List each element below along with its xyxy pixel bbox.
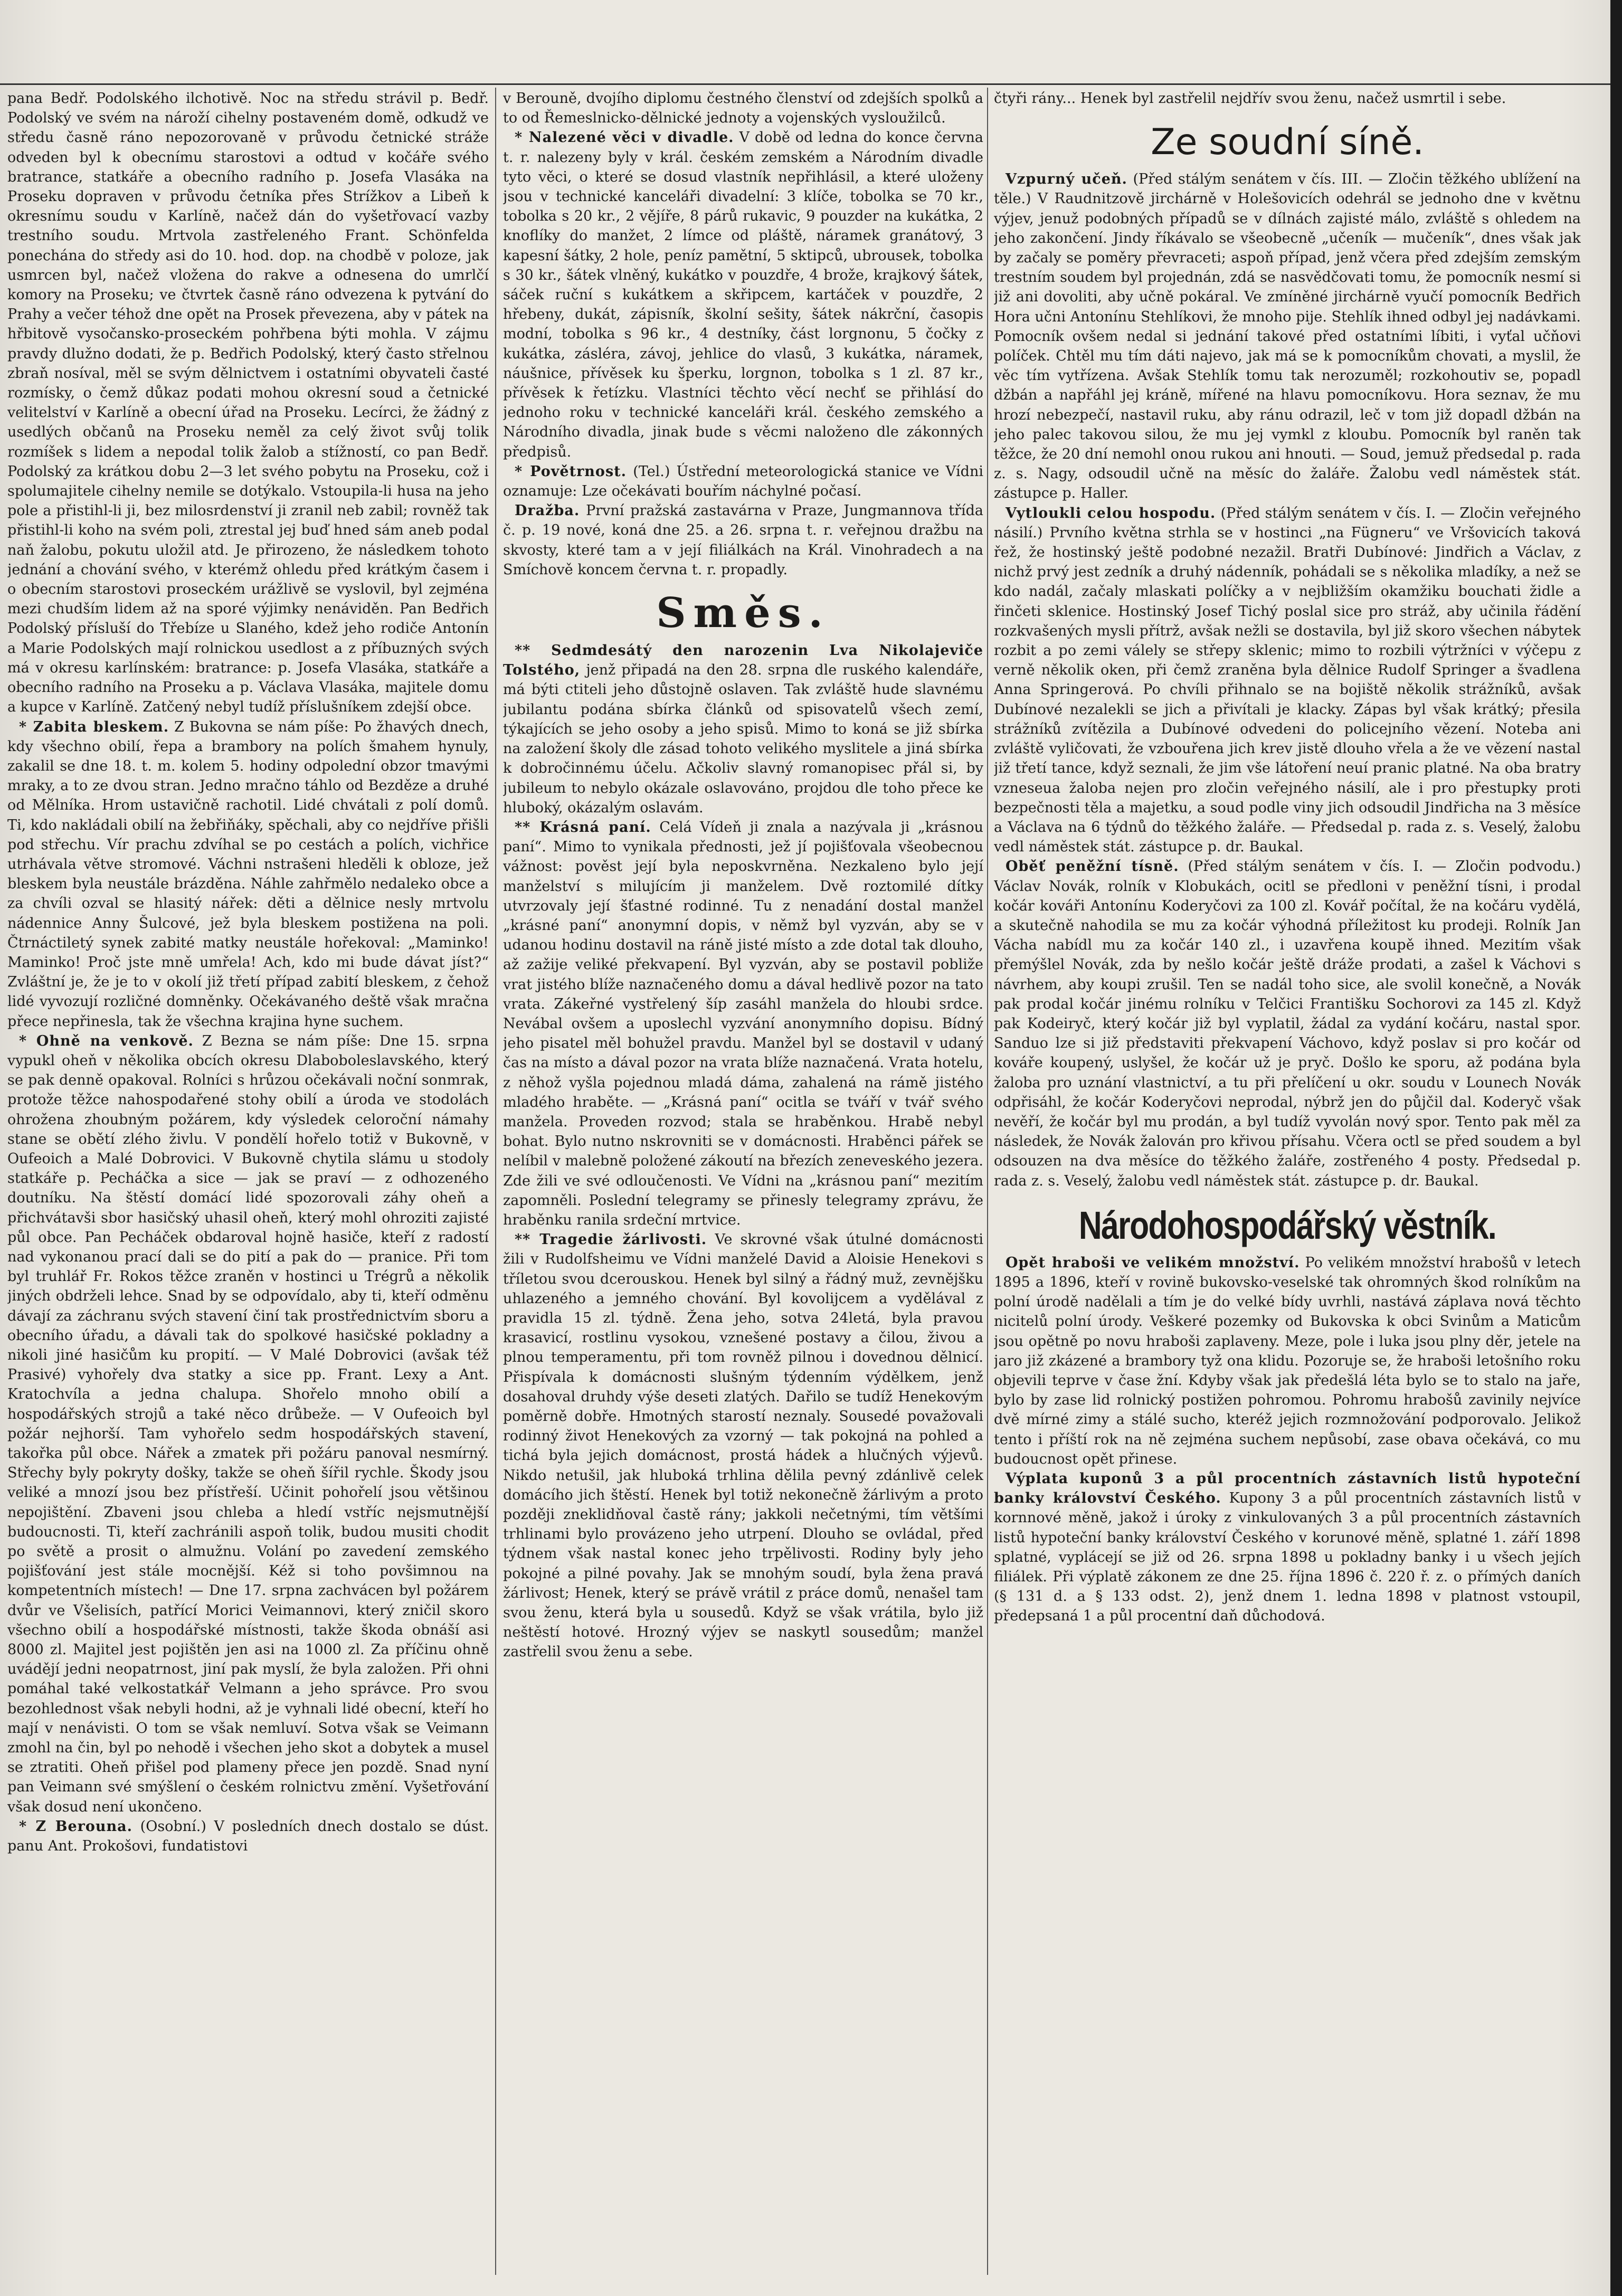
article-text: Po velikém množství hrabošů v letech 1895 a 1896, kteří v rovině bukovsko-veselské tak ohromných škod rolníkům na polní úrodě nadělali a tím je do velké bídy uvrhli, nastává záplava nová těchto nicitelů polní úrody. Veškeré pozemky od Bukovska k obci Svinům a Maticům jsou opětně po novu hraboši zaplaveny. Meze, pole i luka jsou plny děr, jetele na jaro již zkázené a brambory tyž ona klidu. Pozoruje se, že hraboši letošního roku objevili teprve v čase žní. Kdyby však jak předešlá léta bylo se to stalo na jaře, bylo by zase lid rolnický postižen pohromou. Pohromu hrabošů zavinily nejvíce dvě mírné zimy a stálé sucho, kteréž jejich rozmnožování podporovalo. Jelikož tento i příští rok na ně zejména suchem nepůsobí, zase obava očekává, co mu budoucnost opět přinese. [994,1254,1581,1467]
article-paragraph [503,1230,983,1662]
article-heading: ** Krásná paní. [515,819,651,836]
article-paragraph [503,818,983,1230]
article-paragraph [503,501,983,580]
article-heading: ** Tragedie žárlivosti. [515,1231,707,1248]
article-paragraph [7,1031,489,1817]
top-rule [0,83,1622,85]
article-heading: * Nalezené věci v divadle. [515,129,734,146]
article-paragraph [994,857,1581,1190]
article-text: První pražská zastavárna v Praze, Jungmannova třída č. p. 19 nové, koná dne 25. a 26. srpna t. r. veřejnou dražbu na skvosty, které tam a v její filiálkách na Král. Vinohradech a na Smíchově koncem června t. r. propadly. [503,502,983,578]
article-heading: Oběť peněžní tísně. [1006,858,1179,875]
section-heading: Ze soudní síně. [1151,121,1424,164]
article-text: (Osobní.) V posledních dnech dostalo se dúst. panu Ant. Prokošovi, fundatistovi [7,1818,489,1855]
article-paragraph [994,504,1581,857]
article-text: (Před stálým senátem v čís. I. — Zločin veřejného násilí.) Prvního května strhla se v hostinci „na Fügneru“ ve Vršovicích taková řež, že hostinský ještě podobné nezažil. Bratři Dubínové: Jindřich a Václav, z nichž prvý jest zedník a druhý nádenník, pohádali se s několika mladíky, a než se kdo nadál, začaly mlaskati políčky a v nejbližším okamžiku bouchati židle a řinčeti sklenice. Hostinský Josef Tichý poslal sice pro stráž, aby učinila řádění rozkvašených mysli přítrž, avšak nežli se dostavila, byl již skoro všechen nábytek rozbit a po zemi válely se střepy sklenic; mimo to rozbili výtržníci v výčepu z verně několik oken, při čemž zraněna byla dělnice Rudolf Springer a švadlena Anna Springerová. Po chvíli přihnalo se na bojiště několik strážníků, avšak Dubínové nezalekli se jich a přivítali je klacky. Zápas byl však krátký; přesila strážníků zvítězila a Dubínové odvedeni do policejního vězení. Noteba ani zvláště vyličovati, že vzbouřena jich krev jistě dlouho vřela a že ve vězení nastal již třetí tance, když seznali, že jim vše látoření neuí pranic platné. Na oba bratry vzneseua žaloba nejen pro zločin veřejného násilí, ale i pro přestupky proti bezpečnosti těla a majetku, a soud podle viny jich odsoudil Jindřicha na 3 měsíce a Václava na 6 týdnů do těžkého žaláře. — Předsedal p. rada z. s. Veselý, žalobu vedl náměstek stát. zástupce p. dr. Baukal. [994,505,1581,856]
article-paragraph [503,641,983,818]
article-heading: * Ohně na venkově. [19,1032,194,1049]
article-heading: Vytloukli celou hospodu. [1006,505,1216,521]
article-paragraph [7,1817,489,1856]
column-divider [495,88,496,2275]
article-text: (Tel.) Ústřední meteorologická stanice ve Vídni oznamuje: Lze očekávati bouřím náchylné počasí. [503,463,983,500]
article-paragraph [503,462,983,501]
article-text: Celá Vídeň ji znala a nazývala ji „krásnou paní“. Mimo to vynikala přednosti, jež jí pojišťovala všeobecnou vážnost: pověst její byla neposkvrněna. Nezkaleno bylo její manželství s milujícím ji manželem. Dvě roztomilé dítky utvrzovaly její šťastné rodinné. Tu z nenadání dostal manžel „krásné paní“ anonymní dopis, v němž byl vyzván, aby se v udanou hodinu dostavil na ráně jisté místo a zde dotal tak dlouho, až zažije veliké překvapení. Byl vyzván, aby se postavil pobliže vrat jistého blíže naznačeného domu a dával hedlivě pozor na tato vrata. Zákeřné vystřelený šíp zasáhl manžela do hloubi srdce. Nevábal ovšem a uposlechl vyzvání anonymního dopisu. Bídný jeho pisatel měl bohužel pravdu. Manžel byl se dostavil v udaný čas na místo a dával pozor na vrata blíže naznačená. Vrata hotelu, z něhož vyšla pojednou mladá dáma, zahalená na rámě jistého mladého hraběte. — „Krásná paní“ ocitla se tváří v tvář svého manžela. Proveden rozvod; stala se hraběnkou. Hrabě nebyl bohat. Bylo nutno nskrovniti se v domácnosti. Hraběnci pářek se nelíbil v malebně položené zákoutí na březích zeneveského jezera. Zde žili ve své odloučenosti. Ve Vídni na „krásnou paní“ mezitím zapomněli. Poslední telegramy se přinesly telegramy zprávu, že hraběnku ranila srdeční mrtvice. [503,819,983,1228]
article-paragraph [503,128,983,461]
article-text: pana Bedř. Podolského ilchotivě. Noc na středu strávil p. Bedř. Podolský ve svém na nároží cihelny postaveném domě, odkudž ve středu časně ráno nepozorovaně v průvodu četnické stráže odveden byl k obecnímu starostovi a odtud v kočáře svého bratrance, statkáře a obecního radního p. Josefa Vlasáka na Proseku dopraven v průvodu četníka přes Strížkov a Libeň k okresnímu soudu v Karlíně, načež dán do vyšetřovací vazby trestního soudu. Mrtvola zastřeleného Frant. Schönfelda ponechána do středy asi do 10. hod. dop. na chodbě v poloze, jak usmrcen byl, načež vložena do rakve a odnesena do umrlčí komory na Proseku; ve čtvrtek časně ráno odvezena k pytvání do Prahy a večer téhož dne opět na Prosek převezena, aby v pátek na hřbitově vysočansko-proseckém pohřbena býti mohla. V zájmu pravdy dlužno dodati, že p. Bedřich Podolský, který často střelnou zbraň nosíval, měl se svým dělnictvem i ostatními obyvateli časté rozmísky, o čemž důkaz podati mohou okresní soud a četnické velitelství v Karlíně a obecní úřad na Proseku. Lecírci, že žádný z usedlých občanů na Proseku neměl za celý život svůj tolik rozmíšek s lidem a nepodal tolik žalob a stížností, co pan Bedř. Podolský za krátkou dobu 2—3 let svého pobytu na Proseku, což i spolumajitele cihelny nemile se dotýkalo. Vstoupila-li husa na jeho pole a přistihl-li ji, bez milosrdenství ji zranil neb zabil; rovněž tak přistihl-li koho na svém poli, ztrestal jej buď hned sám aneb podal naň žalobu, pokutu uložil atd. Je přirozeno, že následkem tohoto jednání a chování svého, v kterémž ohledu před krátkým časem i o obecním starostovi proseckém urážlivě se vyslovil, byl zejména mezi chudším lidem až na sporé výjimky nenáviděn. Pan Bedřich Podolský přísluší do Třebíze u Slaného, kdež jeho rodiče Antonín a Marie Podolských mají rolnickou usedlost a z příbuzných svých má v okresu karlínském: bratrance: p. Josefa Vlasáka, statkáře a obecního radního na Proseku a p. Václava Vlasáka, majitele domu a kupce v Karlíně. Zatčený nebyl tudíž příslušníkem zdejší obce. [7,90,489,716]
article-paragraph [7,89,489,717]
article-text: jenž připadá na den 28. srpna dle ruského kalendáře, má býti ctiteli jeho důstojně oslaven. Tak zvláště hude slavnému jubilantu podána sbírka článků od spisovatelů všech zemí, týkajících se jeho osoby a jeho spisů. Mimo to koná se již sbírka na založení školy dle zásad tohoto velikého myslitele a jiná sbírka k dobročinnému účelu. Ačkoliv slavný romanopisec přál si, by jubileum to nebylo okázale oslavováno, projdou dle toho přece ke hluboký, okázalým oslavám. [503,662,983,816]
article-heading: Výplata kuponů 3 a půl procentních zástavních listů hypoteční banky království Českého. [994,1470,1581,1507]
article-paragraph [503,89,983,128]
article-paragraph [994,1253,1581,1469]
article-paragraph [994,169,1581,503]
article-heading: Dražba. [515,502,580,519]
column-3 [994,89,1581,2275]
section-heading: Směs. [656,589,830,638]
article-heading: * Povětrnost. [515,463,627,480]
article-text: (Před stálým senátem v čís. III. — Zločin těžkého ublížení na těle.) V Raudnitzově jirchárně v Holešovicích odehrál se jednoho dne v květnu výjev, jenuž podobných případů se v dílnách zajisté málo, zvláště s ohledem na jeho zakončení. Jindy říkávalo se všeobecně „učeník — mučeník“, dnes však jak by začaly se poměry převraceti; aspoň případ, jenž včera před zdejším zemským trestním soudem byl projednán, zdá se nasvědčovati tomu, že pomocník nesmí si již ani dovoliti, aby učně pokáral. Ve zmíněné jirchárně vyučí pomocník Bedřich Hora učni Antonínu Stehlíkovi, že mnoho pije. Stehlík ihned odbyl jej nadávkami. Pomocník ovšem nedal si jednání takové před ostatními líbiti, i vyťal učňovi políček. Chtěl mu tím dáti najevo, jak má se k pomocníkům chovati, a myslil, že věc tím vytřízena. Avšak Stehlík tomu tak nerozuměl; rozkohoutiv se, popadl džbán a napřáhl jej kráně, mířené na hlavu pomocníkovu. Hora seznav, že mu hrozí nebezpečí, nastavil ruku, aby ránu odrazil, leč v tom již dopadl džbán na jeho palec takovou silou, že mu jej vymkl z kloubu. Pomocník byl raněn tak těžce, že 20 dní nemohl onou rukou ani hnouti. — Soud, jemuž předsedal p. rada z. s. Nagy, odsoudil učně na měsíc do žaláře. Žalobu vedl náměstek stát. zástupce p. Haller. [994,171,1581,502]
column-2 [503,89,983,2275]
article-heading: Opět hraboši ve velikém množství. [1006,1254,1300,1271]
column-1 [7,89,489,2275]
article-heading: * Z Berouna. [19,1818,133,1835]
article-heading: Vzpurný učeň. [1006,171,1127,188]
article-paragraph [7,717,489,1031]
article-heading: * Zabita bleskem. [19,718,169,735]
article-text: Z Bukovna se nám píše: Po žhavých dnech, kdy všechno obilí, řepa a brambory na polích šmahem hynuly, zakalil se dne 18. t. m. kolem 5. hodiny odpolední obzor tmavými mraky, a to ze dvou stran. Jedno mračno táhlo od Bezděze a druhé od Mělníka. Hrom ustavičně rachotil. Lidé chvátali z polí domů. Ti, kdo nakládali obilí na žebřiňáky, spěchali, aby co nejdříve přišli pod střechu. Vír prachu zdvíhal se po cestách a polích, vichřice utrhávala větve stromové. Váchni nstrašeni hleděli k obloze, jež bleskem byla neustále brázděna. Náhle zahřmělo nedaleko obce a za chvíli ozval se hlasitý nářek: děti a dělnice nesly mrtvolu nádennice Anny Šulcové, jež byla bleskem postižena na poli. Čtrnáctiletý synek zabité matky neustále hořekoval: „Maminko! Maminko! Proč jste mně umřela! Ach, kdo mi bude dávat jíst?“ Zvláštní je, že je to v okolí již třetí případ zabití bleskem, z čehož lidé vyvozují rozličné domněnky. Očekávaného deště však mračna přece nepřinesla, tak že všechna krajina hyne suchem. [7,718,489,1030]
article-text: Z Bezna se nám píše: Dne 15. srpna vypukl oheň v několika obcích okresu Dlaboboleslavského, který se pak denně opakoval. Rolníci s hrůzou očekávali noční sonmrak, protože těžce nahospodařené stohy obilí a úroda ve stodolách ohrožena zhoubným požárem, kdy výsledek celoroční námahy stane se obětí zlého živlu. V pondělí hořelo totiž v Bukovně, v Oufeoich a Malé Dobrovici. V Bukovně chytila slámu u stodoly statkáře p. Pecháčka a sice — jak se praví — z odhozeného doutníku. Na štěstí domácí lidé spozorovali záhy oheň a přichvátavši sbor hasičský uhasil oheň, který mohl ohroziti zajisté půl obce. Pan Pecháček obdaroval hojně hasiče, kteří z radostí nad vykonanou prací dali se do pití a pak do — pranice. Při tom byl truhlář Fr. Rokos těžce zraněn v hostinci u Trégrů a několik jiných obdrželi lehce. Snad by se odpovídalo, aby ti, kteří odměnu dávají za záchranu svých stavení činí tak prostřednictvím sboru a obecního úřadu, a dávali tak do spolkové hasičské pokladny a nikoli jiné hasičům ku propití. — V Malé Dobrovici (avšak též Prasivé) vyhořely dva statky a sice pp. Frant. Lexy a Ant. Kratochvíla a jedna chalupa. Shořelo mnoho obilí a hospodářských strojů a také něco drůbeže. — V Oufeoich byl požár nejhorší. Tam vyhořelo sedm hospodářských stavení, takořka půl obce. Nářek a zmatek při požáru panoval nesmírný. Střechy byly pokryty došky, takže se oheň šířil rychle. Škody jsou veliké a mnozí jsou bez přístřeší. Učinit pohořelí jsou většinou nepojištění. Zbaveni jsou chleba a hledí vstříc nejsmutnější budoucnosti. Ti, kteří zachránili aspoň tolik, budou musiti chodit po světě a prosit o almužnu. Volání po zavedení zemského pojišťování jest stále mocnější. Kéž si toho povšimnou na kompetentních místech! — Dne 17. srpna zachvácen byl požárem dvůr ve Všelisích, patřící Morici Veimannovi, který zničil skoro všechno obilí a hospodářské místnosti, takže škoda obnáší asi 8000 zl. Majitel jest pojištěn jen asi na 1000 zl. Za příčinu ohně uvádějí jedni neopatrnost, jiní pak myslí, že byla založen. Při ohni pomáhal také velkostatkář Velmann a jeho správce. Pro svou bezohlednost však nebyli hodni, až je vyhnali lidé obecní, kteří ho mají v nenávisti. O tom se však nemluví. Sotva však se Veimann zmohl na čin, byl po nehodě i všechen jeho skot a dobytek a musel se ztratiti. Oheň přišel pod plameny přece jen pozdě. Snad nyní pan Veimann své smýšlení o českém rolnictvu změní. Vyšetřování však dosud není ukončeno. [7,1032,489,1815]
scan-edge [1610,0,1622,2296]
article-heading: ** Sedmdesátý den narozenin Lva Nikolajeviče Tolstého, [503,642,983,679]
article-text: Ve skrovné však útulné domácnosti žili v Rudolfsheimu ve Vídni manželé David a Aloisie Henekovi s tříletou svou dcerouskou. Henek byl silný a řádný muž, zevnějšku uhlazeného a jemného chování. Byl kovolijcem a vydělával z pravidla 15 zl. týdně. Žena jeho, sotva 24letá, byla pravou krasavicí, rostlinu vysokou, vznešené postavy a čilou, živou a plnou temperamentu, při tom rovněž pilnou i dovednou dělnicí. Přispívala k domácnosti slušným týdenním výdělkem, jenž dosahoval druhdy výše deseti zlatých. Dařilo se tudíž Henekovým poměrně dobře. Hmotných starostí neznaly. Sousedé považovali rodinný život Henekových za vzorný — tak pokojná na pohled a tichá byla jejich domácnost, prostá hádek a hlučných výjevů. Nikdo netušil, jak hluboká trhlina dělila pevný zdánlivě celek domácího jich štěstí. Henek byl totiž nekonečně žárlivým a proto později zneklidňoval častě rány; jakkoli nečetnými, tím většími trhlinami bylo provázeno jeho utrpení. Dlouho se ovládal, před týdnem však nastal konec jeho trpělivosti. Rodiny byly jeho pokojné a pilné povahy. Jak se mnohým soudí, byla žena pravá žárlivost; Henek, který se právě vrátil z práce domů, nenašel tam svou ženu, která byla u sousedů. Když se však vrátila, bylo již neštěstí hotové. Hrozný výjev se naskytl sousedům; manžel zastřelil svou ženu a sebe. [503,1231,983,1661]
section-heading: Národohospodářský věstník. [1078,1203,1496,1247]
article-text: (Před stálým senátem v čís. I. — Zločin podvodu.) Václav Novák, rolník v Klobukách, ocitl se předloni v peněžní tísni, i prodal kočár kováři Antonínu Koderyčovi za 100 zl. Kovář počítal, že na kočáru vydělá, a skutečně nahodila se mu za kočár výhodná příležitost ku prodeji. Rolník Jan Vácha nabídl mu za kočár 140 zl., i uzavřena koupě ihned. Mezitím však přemýšlel Novák, zda by nešlo kočár ještě dráže prodati, a zašel k Váchovi s návrhem, aby koupi zrušil. Ten se nadál toho sice, ale svolil konečně, a Novák pak prodal kočár jinému rolníku v Telčici Františku Sochorovi za 145 zl. Když pak Kodeiryč, který kočár již byl vyplatil, žádal za vydání kočáru, nastal spor. Sanduo lze si již představiti překvapení Váchovo, když poslav si pro kočár od kováře koupený, uslyšel, že kočár už je pryč. Došlo ke sporu, až podána byla žaloba pro uznání vlastnictví, a tu při přelíčení u okr. soudu v Lounech Novák odpřisáhl, že kočár Koderyčovi neprodal, nýbrž jen do půjčil dal. Koderyč však nevěří, že kočár byl mu prodán, a byl tudíž vyvolán nový spor. Tento pak měl za následek, že Novák žalován pro křivou přísahu. Včera octl se před soudem a byl odsouzen na dva měsíce do těžkého žaláře, zostřeného 4 posty. Předsedal p. rada z. s. Veselý, žalobu vedl náměstek stát. zástupce p. dr. Baukal. [994,858,1581,1189]
column-divider [987,88,988,2275]
article-text: V době od ledna do konce června t. r. nalezeny byly v král. českém zemském a Národním divadle tyto věci, o které se dosud vlastník nepřihlásil, a které uloženy jsou v technické kanceláři divadelní: 3 klíče, tobolka se 70 kr., tobolka s 20 kr., 2 vějíře, 8 párů rukavic, 9 pouzder na kukátka, 2 knoflíky do manžet, 2 límce od pláště, náramek granátový, 3 kapesní šátky, 2 hole, peníz pamětní, 5 sktipců, ubrousek, tobolka s 30 kr., šátek vlněný, kukátko v pouzdře, 4 brože, krajkový šátek, sáček ruční s kukátkem a skřipcem, kartáček v pouzdře, 2 hřebeny, dukát, zápisník, školní sešity, šátek nákrční, časopis modní, tobolka s 96 kr., 4 destníky, část lorgnonu, 5 čočky z kukátka, zásléra, závoj, jehlice do vlasů, 3 kukátka, náramek, náušnice, přívěsek ku šperku, lorgnon, tobolka s 1 zl. 87 kr., přívěsek k řetízku. Vlastníci těchto věcí nechť se přihlásí do jednoho roku v technické kanceláři král. českého zemského a Národního divadla, jinak bude s věcmi naloženo dle zákonných předpisů. [503,129,983,460]
article-paragraph [994,1469,1581,1626]
article-text: v Berouně, dvojího diplomu čestného členství od zdejších spolků a to od Řemeslnicko-dělnické jednoty a vojenských vysloužilců. [503,90,983,127]
article-text: Kupony 3 a půl procentních zástavních listů v kornnové měně, jakož i úroky z vinkulovaných 3 a půl procentních zástavních listů hypoteční banky království Českého v korunové měně, splatné 1. září 1898 splatné, vyplácejí se již od 26. srpna 1898 u pokladny banky i u všech jejích filiálek. Při výplatě zákonem ze dne 25. října 1896 č. 220 ř. z. o přímých daních (§ 131 d. a § 133 odst. 2), jenž dnem 1. ledna 1898 v platnost vstoupil, předepsaná 1 a půl procentní daň důchodová. [994,1490,1581,1625]
article-continuation: čtyři rány... Henek byl zastřelil nejdřív svou ženu, načež usmrtil i sebe. [994,90,1506,107]
